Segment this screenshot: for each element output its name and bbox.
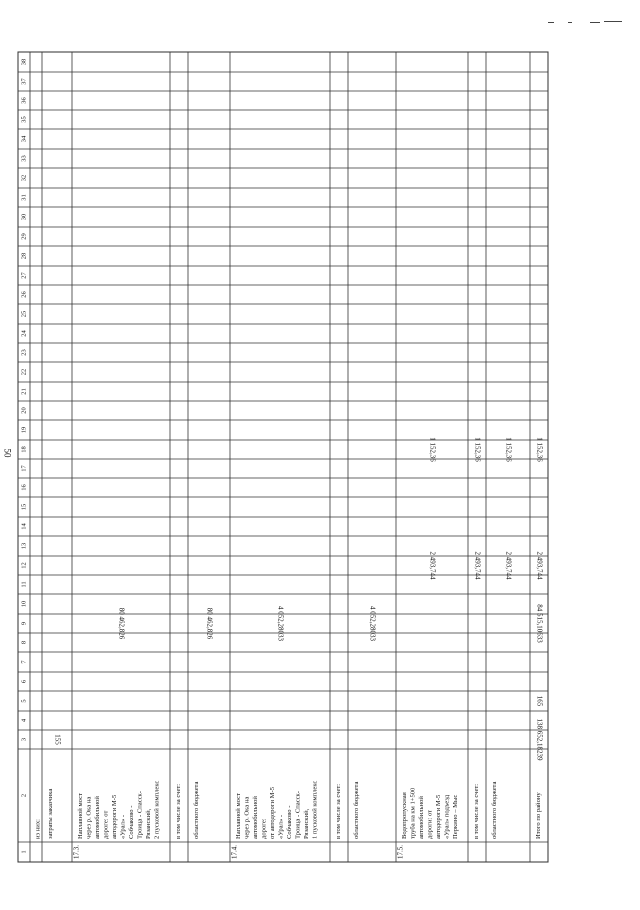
column-number: 31 (20, 194, 28, 201)
column-number: 34 (20, 135, 28, 143)
column-number: 3 (20, 737, 28, 742)
row-label-line: 1 пусковой комплекс (311, 780, 319, 839)
column-number-strip (20, 59, 27, 854)
cell-col18-value: 1 152,36 (504, 437, 513, 462)
column-number: 12 (20, 562, 28, 569)
table-row (193, 608, 214, 839)
column-number: 23 (20, 349, 28, 356)
table-row (47, 734, 62, 839)
scan-mark (590, 22, 600, 23)
cell-col12-value: 2 493,744 (428, 551, 437, 580)
column-number: 15 (20, 503, 28, 511)
column-number: 6 (20, 679, 28, 684)
column-number: 21 (20, 388, 28, 395)
column-number: 7 (20, 660, 28, 664)
column-number: 27 (20, 272, 28, 279)
row-label-line: Наплавной мост (234, 793, 242, 839)
column-number: 16 (20, 484, 28, 491)
scan-mark (604, 21, 622, 22)
row-label-line: «Урал» - (277, 814, 285, 839)
row-label-line: 2 пусковой комплекс (153, 780, 161, 839)
column-number: 20 (20, 407, 28, 414)
column-number: 14 (20, 523, 28, 530)
column-number: 22 (20, 368, 28, 376)
table-row (335, 784, 342, 839)
row-label-line: Рязанский, (302, 808, 310, 839)
column-number: 32 (20, 174, 28, 182)
column-number: 38 (20, 58, 28, 66)
column-number: 8 (20, 640, 28, 645)
row-label-line: от автодороги М-5 (268, 787, 276, 839)
row-label-line: Наплавной мост (76, 793, 84, 839)
row-label-line: автомобильной (93, 796, 101, 839)
column-number: 2 (20, 793, 28, 798)
row-label-line: через р. Ока на (243, 796, 251, 839)
row-label-line: Водопропускная (400, 792, 408, 839)
row-label-line: Собчаково - (285, 805, 293, 839)
cell-col18-value: 1 152,36 (535, 437, 544, 462)
column-number: 17 (20, 465, 28, 472)
table-row (353, 606, 377, 839)
row-label-line: в том числе за счет: (174, 783, 182, 839)
column-number: 30 (20, 213, 28, 221)
column-number: 26 (20, 291, 28, 298)
table-row (35, 819, 42, 839)
row-label-line: автодороги М-5 (434, 794, 442, 839)
cell-col5-value: 165 (535, 695, 544, 707)
row-label-line: Собчаково - (127, 805, 135, 839)
table-grid (18, 52, 548, 862)
row-label-line: Троица - Спасск- (294, 791, 302, 839)
table-row (491, 437, 513, 839)
column-number: 25 (20, 310, 28, 318)
row-label-line: Рязанский, (144, 808, 152, 839)
column-number: 4 (20, 718, 28, 723)
table-row (397, 437, 459, 859)
row-label-line: областного бюджета (352, 781, 360, 839)
column-number: 5 (20, 699, 28, 703)
row-label-line: «Урал» подъезд (443, 794, 451, 839)
table-row (473, 437, 482, 839)
scan-mark (568, 22, 572, 23)
cell-col3-value: 138 652,18239 (535, 718, 544, 761)
scan-mark (548, 22, 554, 23)
column-number: 33 (20, 155, 28, 162)
cell-col12-value: 2 493,744 (504, 551, 513, 580)
row-label-line: дороги: от (426, 809, 434, 839)
row-label-line: из них: (34, 819, 42, 839)
row-label-line: автодороги М-5 (110, 794, 118, 839)
row-label-line: труба на км 1+500 (409, 787, 417, 839)
column-number: 18 (20, 446, 28, 453)
column-number: 29 (20, 233, 28, 240)
cell-col9-value: 80 462,826 (205, 607, 214, 640)
row-label-line: областного бюджета (192, 781, 200, 839)
page-number: 50 (2, 448, 13, 458)
cell-col12-value: 2 493,744 (535, 551, 544, 580)
row-label-line: дороге: (260, 818, 268, 839)
cell-col9-value: 84 515,10633 (535, 604, 544, 643)
table-row (175, 784, 182, 839)
row-label-line: областного бюджета (490, 781, 498, 839)
cell-col9-value: 4 052,28033 (276, 606, 285, 641)
column-number: 37 (20, 78, 28, 85)
row-label-line: Перкино – Мыс (451, 794, 459, 839)
row-label-line: через р. Ока на (85, 796, 93, 839)
item-number: 17.3. (72, 845, 81, 859)
row-label-line: в том числе за счет: (334, 783, 342, 839)
row-label-line: в том числе за счет: (472, 783, 480, 839)
cell-col18-value: 1 152,36 (428, 437, 437, 462)
column-number: 35 (20, 116, 28, 123)
row-label-line: Итого по району (534, 792, 542, 839)
table-row (535, 437, 544, 839)
cell-col9-value: 80 462,826 (117, 607, 126, 640)
column-number: 1 (20, 850, 28, 854)
column-number: 10 (20, 600, 28, 608)
column-number: 36 (20, 97, 28, 104)
column-number: 19 (20, 426, 28, 434)
column-number: 9 (20, 621, 28, 626)
cell-col18-value: 1 152,36 (473, 437, 482, 462)
row-label-line: затраты заказчика (46, 788, 54, 839)
table-row (231, 606, 319, 859)
table-rows (35, 437, 544, 859)
table-row (73, 608, 161, 859)
row-label-line: автомобильной (251, 796, 259, 839)
column-number: 24 (20, 330, 28, 337)
column-number: 13 (20, 542, 28, 550)
column-number: 28 (20, 252, 28, 260)
row-label-line: Троица - Спасск- (136, 791, 144, 839)
column-number: 11 (20, 581, 28, 588)
row-label-line: дороге: от (102, 810, 110, 839)
cell-col12-value: 2 493,744 (473, 551, 482, 580)
row-label-line: автомобильной (417, 796, 425, 839)
table-border (18, 52, 548, 862)
row-label-line: «Урал» - (119, 814, 127, 839)
cell-col3-value: 155 (53, 734, 62, 745)
item-number: 17.5. (396, 845, 405, 859)
cell-col9-value: 4 052,28033 (368, 606, 377, 641)
item-number: 17.4. (230, 845, 239, 859)
